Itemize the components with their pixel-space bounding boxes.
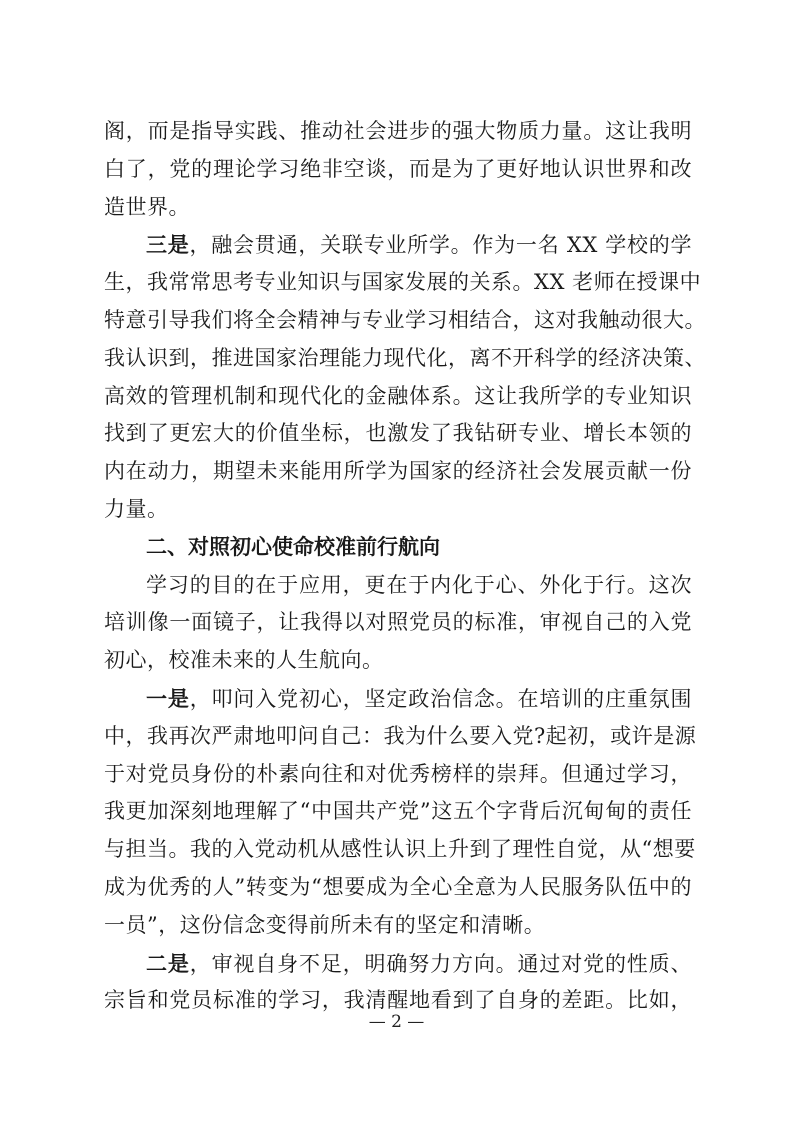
text-run: ，融会贯通，关联专业所学。作为一名 XX 学校的学 [189,233,693,258]
paragraph-lead: 三是 [146,232,190,258]
text-line: 内在动力，期望未来能用所学为国家的经济社会发展贡献一份 [104,459,692,484]
paragraph-lead: 一是 [146,685,190,711]
text-line: 于对党员身份的朴素向往和对优秀榜样的崇拜。但通过学习， [104,761,692,786]
text-line: 一员”，这份信念变得前所未有的坚定和清晰。 [104,912,546,937]
text-line: 成为优秀的人”转变为“想要成为全心全意为人民服务队伍中的 [104,874,692,899]
text-line: 力量。 [104,496,169,521]
text-line: 中，我再次严肃地叩问自己：我为什么要入党?起初，或许是源 [104,723,697,748]
paragraph-first-line [104,945,692,983]
paragraph-first-line: 学习的目的在于应用，更在于内化于心、外化于行。这次 [146,572,692,597]
text-line: 我更加深刻地理解了“中国共产党”这五个字背后沉甸甸的责任 [104,799,692,824]
section-heading: 二、对照初心使命校准前行航向 [146,534,440,559]
text-line: 白了，党的理论学习绝非空谈，而是为了更好地认识世界和改 [104,156,692,181]
text-line: 高效的管理机制和现代化的金融体系。这让我所学的专业知识 [104,383,692,408]
paragraph-first-line [104,226,692,264]
page-number: — 2 — [368,1012,425,1032]
text-run: ，叩问入党初心，坚定政治信念。在培训的庄重氛围 [189,686,693,711]
text-line: 阁，而是指导实践、推动社会进步的强大物质力量。这让我明 [104,119,692,143]
text-line: 初心，校准未来的人生航向。 [104,648,384,673]
document-body [104,113,706,1020]
text-line: 与担当。我的入党动机从感性认识上升到了理性自觉，从“想要 [104,837,696,862]
paragraph-lead: 二是 [146,950,190,976]
text-line: 我认识到，推进国家治理能力现代化，离不开科学的经济决策、 [104,345,706,370]
text-run: ，审视自身不足，明确努力方向。通过对党的性质、 [189,951,693,976]
text-line: 造世界。 [104,194,190,219]
paragraph-first-line [104,680,692,718]
text-line: 生，我常常思考专业知识与国家发展的关系。XX 老师在授课中 [104,270,702,295]
text-line: 找到了更宏大的价值坐标，也激发了我钻研专业、增长本领的 [104,421,692,446]
text-line: 宗旨和党员标准的学习，我清醒地看到了自身的差距。比如， [104,988,692,1013]
text-line: 培训像一面镜子，让我得以对照党员的标准，审视自己的入党 [104,610,692,635]
text-line: 特意引导我们将全会精神与专业学习相结合，这对我触动很大。 [104,307,706,332]
